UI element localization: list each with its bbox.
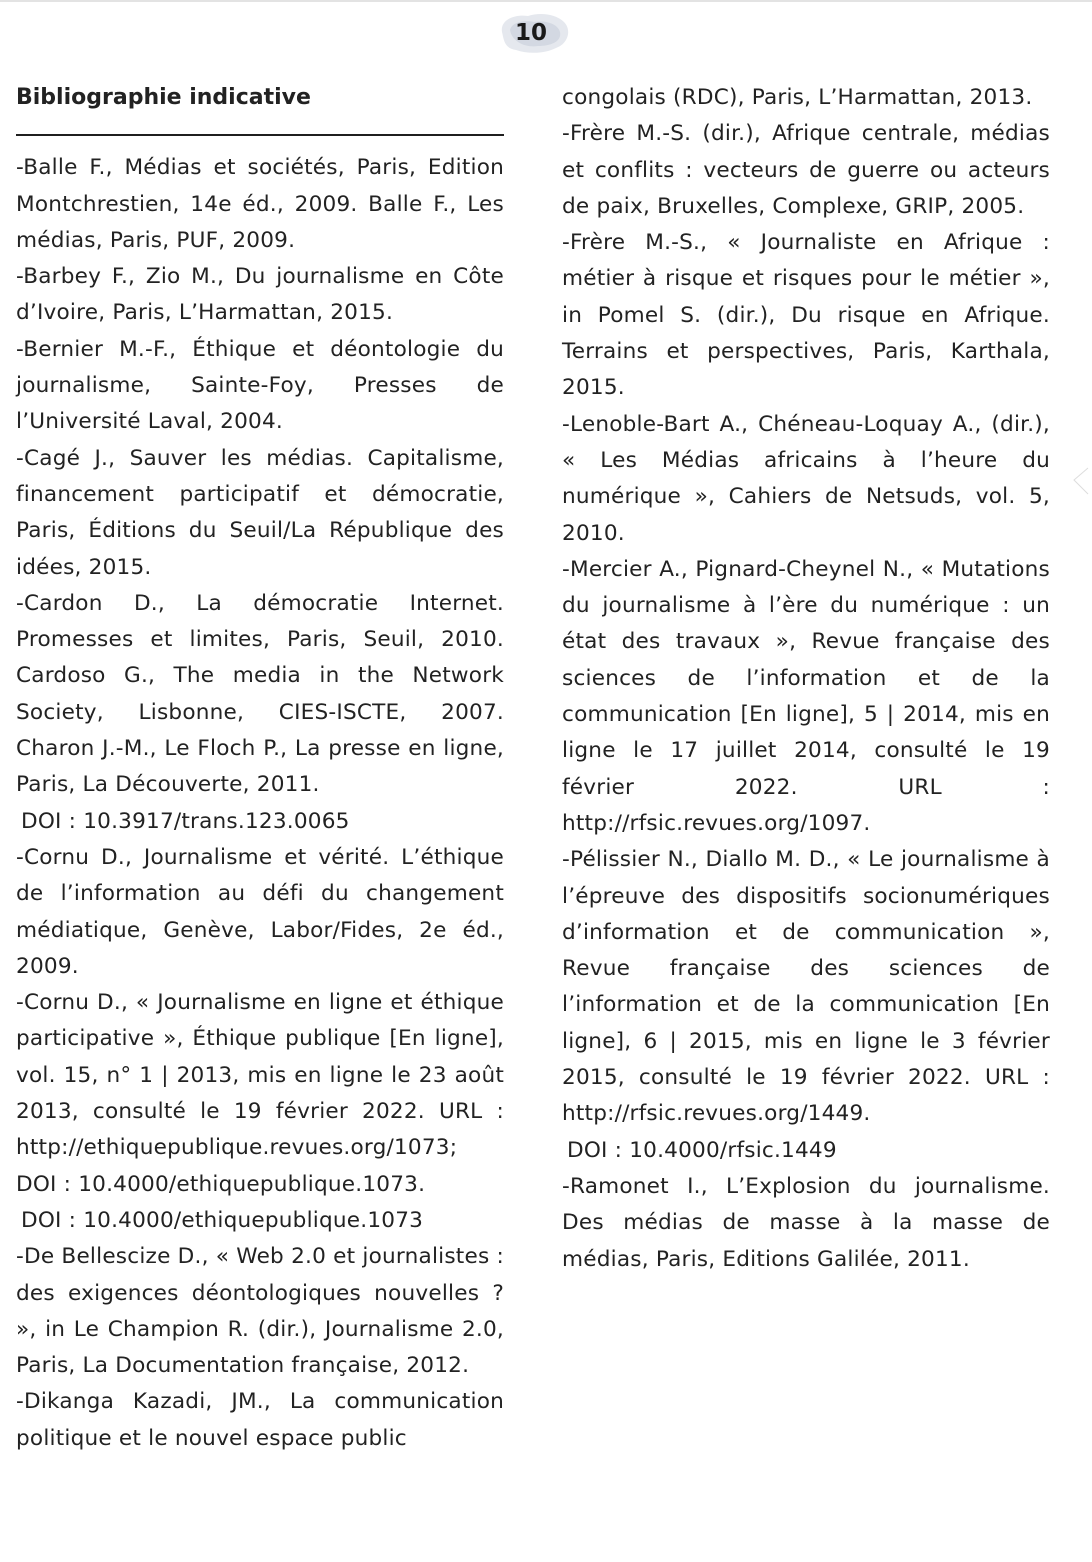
bibliography-entry: -Ramonet I., L’Explosion du journalisme. Des médias de masse à la masse de médias, Paris, Editions Galilée, 2011. — [562, 1173, 1050, 1272]
page-number: 10 — [514, 20, 547, 46]
right-column — [562, 80, 1050, 1278]
doi-line: DOI : 10.4000/ethiquepublique.1073 — [21, 1207, 424, 1233]
left-column — [16, 80, 504, 1457]
bibliography-entry: -Cornu D., Journalisme et vérité. L’éthique de l’information au défi du changement médiatique, Genève, Labor/Fides, 2e éd., 2009. — [16, 844, 504, 979]
bibliography-entry: -Cagé J., Sauver les médias. Capitalisme, financement participatif et démocratie, Paris, Éditions du Seuil/La République des idées, 2015. — [16, 445, 504, 580]
bibliography-entry: -Lenoble-Bart A., Chéneau-Loquay A., (dir.), « Les Médias africains à l’heure du numérique », Cahiers de Netsuds, vol. 5, 2010. — [562, 411, 1050, 546]
bibliography-entry: -Frère M.-S., « Journaliste en Afrique : métier à risque et risques pour le métier », in Pomel S. (dir.), Du risque en Afrique. Terrains et perspectives, Paris, Karthala, 2015. — [562, 230, 1050, 401]
bibliography-entry: -De Bellescize D., « Web 2.0 et journalistes : des exigences déontologiques nouvelles ? », in Le Champion R. (dir.), Journalisme 2.0, Paris, La Documentation française, 2012. — [16, 1244, 504, 1379]
bibliography-entry: -Cornu D., « Journalisme en ligne et éthique participative », Éthique publique [En ligne], vol. 15, n° 1 | 2013, mis en ligne le 23 août 2013, consulté le 19 février 2022. URL : http://ethiquepublique.revues.org/1073; DOI : 10.4000/ethiquepublique.1073. — [16, 990, 504, 1197]
top-border-line — [0, 0, 1092, 2]
bibliography-entry: -Mercier A., Pignard-Cheynel N., « Mutations du journalisme à l’ère du numérique : un état des travaux », Revue française des sciences de l’information et de la communication [En ligne], 5 | 2014, mis en ligne le 17 juillet 2014, consulté le 19 février 2022. URL : http://rfsic.revues.org/1097. — [562, 556, 1050, 836]
doi-line: DOI : 10.3917/trans.123.0065 — [21, 808, 350, 834]
bibliography-entry: -Balle F., Médias et sociétés, Paris, Edition Montchrestien, 14e éd., 2009. Balle F., Les médias, Paris, PUF, 2009. — [16, 155, 504, 253]
bibliography-entry: -Dikanga Kazadi, JM., La communication politique et le nouvel espace public — [16, 1389, 504, 1451]
section-heading: Bibliographie indicative — [16, 85, 311, 110]
bibliography-entry: congolais (RDC), Paris, L’Harmattan, 2013. — [562, 85, 1033, 110]
bibliography-entry: -Barbey F., Zio M., Du journalisme en Côte d’Ivoire, Paris, L’Harmattan, 2015. — [16, 264, 504, 326]
bibliography-entry: -Cardon D., La démocratie Internet. Promesses et limites, Paris, Seuil, 2010. Cardoso G., The media in the Network Society, Lisbonne, CIES-ISCTE, 2007. Charon J.-M., Le Floch P., La presse en ligne, Paris, La Découverte, 2011. — [16, 590, 504, 798]
decorative-sparkle-icon — [1060, 466, 1090, 496]
doi-line: DOI : 10.4000/rfsic.1449 — [567, 1137, 837, 1163]
bibliography-entry: -Pélissier N., Diallo M. D., « Le journalisme à l’épreuve des dispositifs socionumériques d’information et de communication », Revue française des sciences de l’information et de la communication [En ligne], 6 | 2015, mis en ligne le 3 février 2015, consulté le 19 février 2022. URL : http://rfsic.revues.org/1449. — [562, 847, 1050, 1127]
bibliography-entry: -Frère M.-S. (dir.), Afrique centrale, médias et conflits : vecteurs de guerre ou acteurs de paix, Bruxelles, Complexe, GRIP, 2005. — [562, 121, 1050, 219]
bibliography-entry: -Bernier M.-F., Éthique et déontologie du journalisme, Sainte-Foy, Presses de l’Université Laval, 2004. — [16, 336, 504, 435]
page-number-badge — [488, 6, 578, 62]
heading-underline — [16, 134, 504, 136]
